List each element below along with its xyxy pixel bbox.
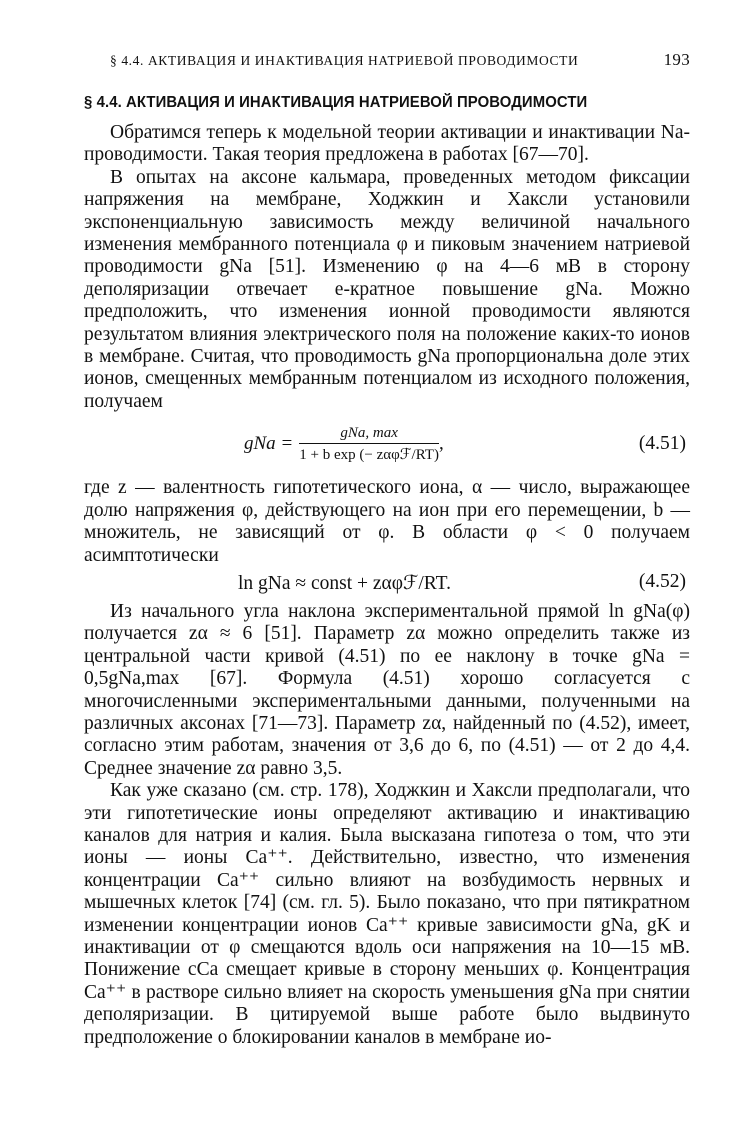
- running-title: § 4.4. АКТИВАЦИЯ И ИНАКТИВАЦИЯ НАТРИЕВОЙ ПРОВОДИМОСТИ: [110, 53, 579, 68]
- paragraph-calcium: Как уже сказано (см. стр. 178), Ходжкин и Хаксли предполагали, что эти гипотетические ионы определяют активацию и инактивацию каналов для натрия и калия. Была высказана гипотеза о том, что эти ионы — ионы Ca⁺⁺. Действительно, известно, что изменения концентрации Ca⁺⁺ сильно влияют на возбудимость нервных и мышечных клеток [74] (см. гл. 5). Было показано, что при пятикратном изменении концентрации ионов Ca⁺⁺ кривые зависимости gNa, gK и инактивации от φ смещаются вдоль оси напряжения на 10—15 мВ. Понижение cCa смещает кривые в сторону меньших φ. Концентрация Ca⁺⁺ в растворе сильно влияет на скорость уменьшения gNa при снятии деполяризации. В цитируемой выше работе было выдвинуто предположение о блокировании каналов в мембране ио-: [84, 780, 690, 1048]
- formula-4-52-expression: ln gNa ≈ const + zαφℱ/RT.: [238, 572, 451, 594]
- paragraph-slope: Из начального угла наклона экспериментальной прямой ln gNa(φ) получается zα ≈ 6 [51]. Параметр zα можно определить также из центральной части кривой (4.51) по ее наклону в точке gNa = 0,5gNa,max [67]. Формула (4.51) хорошо согласуется с многочисленными экспериментальными данными, полученными на различных аксонах [71—73]. Параметр zα, найденный по (4.52), имеет, согласно этим работам, значения от 3,6 до 6, по (4.51) — от 2 до 4,4. Среднее значение zα равно 3,5.: [84, 600, 690, 779]
- section-title: § 4.4. АКТИВАЦИЯ И ИНАКТИВАЦИЯ НАТРИЕВОЙ ПРОВОДИМОСТИ: [84, 94, 588, 111]
- paragraph-definitions: где z — валентность гипотетического иона, α — число, выражающее долю напряжения φ, действующего на ион при его перемещении, b — множитель, не зависящий от φ. В области φ < 0 получаем асимптотически: [84, 477, 690, 566]
- formula-4-51-numerator: gNa, max: [340, 424, 398, 441]
- equation-number-4-51: (4.51): [638, 433, 686, 455]
- formula-4-52: [84, 567, 690, 601]
- page-number: 193: [663, 50, 690, 69]
- document-page: [84, 50, 690, 1049]
- formula-4-51-fraction: [299, 425, 439, 464]
- formula-4-51-lhs: gNa =: [244, 433, 294, 455]
- running-header: [84, 50, 690, 80]
- formula-4-51-denominator: 1 + b exp (− zαφℱ/RT): [299, 446, 439, 463]
- formula-4-51-tail: ,: [438, 433, 444, 455]
- equation-number-4-52: (4.52): [638, 570, 686, 592]
- paragraph-experiments: В опытах на аксоне кальмара, проведенных методом фиксации напряжения на мембране, Ходжкин и Хаксли установили экспоненциальную зависимость между величиной начального изменения мембранного потенциала φ и пиковым значением натриевой проводимости gNa [51]. Изменению φ на 4—6 мВ в сторону деполяризации отвечает e-кратное повышение gNa. Можно предположить, что изменения ионной проводимости являются результатом влияния электрического поля на положение каких-то ионов в мембране. Считая, что проводимость gNa пропорциональна доле этих ионов, смещенных мембранным потенциалом из исходного положения, получаем: [84, 166, 690, 412]
- formula-4-51: [84, 413, 690, 477]
- paragraph-intro: Обратимся теперь к модельной теории активации и инактивации Na-проводимости. Такая теория предложена в работах [67—70].: [84, 122, 690, 166]
